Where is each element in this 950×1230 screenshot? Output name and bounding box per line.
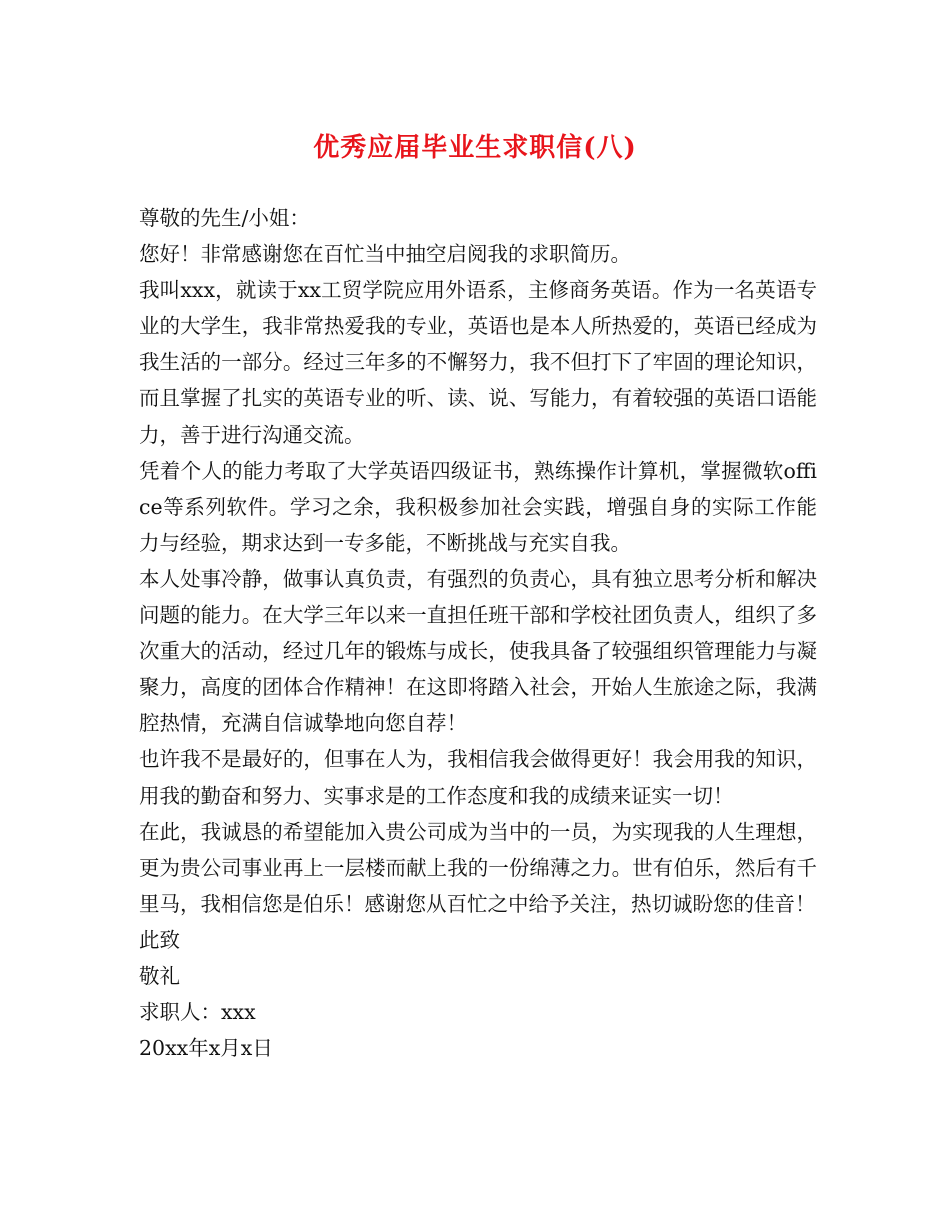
document-title: 优秀应届毕业生求职信(八) — [313, 133, 637, 163]
paragraph-request: 在此，我诚恳的希望能加入贵公司成为当中的一员，为实现我的人生理想，更为贵公司事业再上一层楼而献上我的一份绵薄之力。世有伯乐，然后有千里马，我相信您是伯乐！感谢您从百忙之中给予关注，热切诚盼您的佳音！ — [139, 819, 817, 916]
paragraph-skills: 凭着个人的能力考取了大学英语四级证书，熟练操作计算机，掌握微软office等系列软件。学习之余，我积极参加社会实践，增强自身的实际工作能力与经验，期求达到一专多能，不断挑战与充实自我。 — [139, 458, 817, 555]
letter-closing — [139, 922, 817, 1066]
paragraph-confidence: 也许我不是最好的，但事在人为，我相信我会做得更好！我会用我的知识，用我的勤奋和努力、实事求是的工作态度和我的成绩来证实一切！ — [139, 747, 817, 808]
closing-regards: 敬礼 — [139, 963, 180, 988]
paragraph-character: 本人处事冷静，做事认真负责，有强烈的负责心，具有独立思考分析和解决问题的能力。在大学三年以来一直担任班干部和学校社团负责人，组织了多次重大的活动，经过几年的锻炼与成长，使我具备了较强组织管理能力与凝聚力，高度的团体合作精神！在这即将踏入社会，开始人生旅途之际，我满腔热情，充满自信诚挚地向您自荐！ — [139, 566, 817, 736]
closing-phrase: 此致 — [139, 927, 180, 952]
letter-date: 20xx年x月x日 — [139, 1036, 273, 1061]
letter-body — [139, 200, 817, 1066]
salutation: 尊敬的先生/小姐： — [139, 206, 310, 230]
signature: 求职人：xxx — [139, 1000, 256, 1025]
paragraph-introduction: 我叫xxx，就读于xx工贸学院应用外语系，主修商务英语。作为一名英语专业的大学生，我非常热爱我的专业，英语也是本人所热爱的，英语已经成为我生活的一部分。经过三年多的不懈努力，我不但打下了牢固的理论知识，而且掌握了扎实的英语专业的听、读、说、写能力，有着较强的英语口语能力，善于进行沟通交流。 — [139, 278, 817, 447]
paragraph-greeting: 您好！非常感谢您在百忙当中抽空启阅我的求职简历。 — [139, 242, 631, 267]
